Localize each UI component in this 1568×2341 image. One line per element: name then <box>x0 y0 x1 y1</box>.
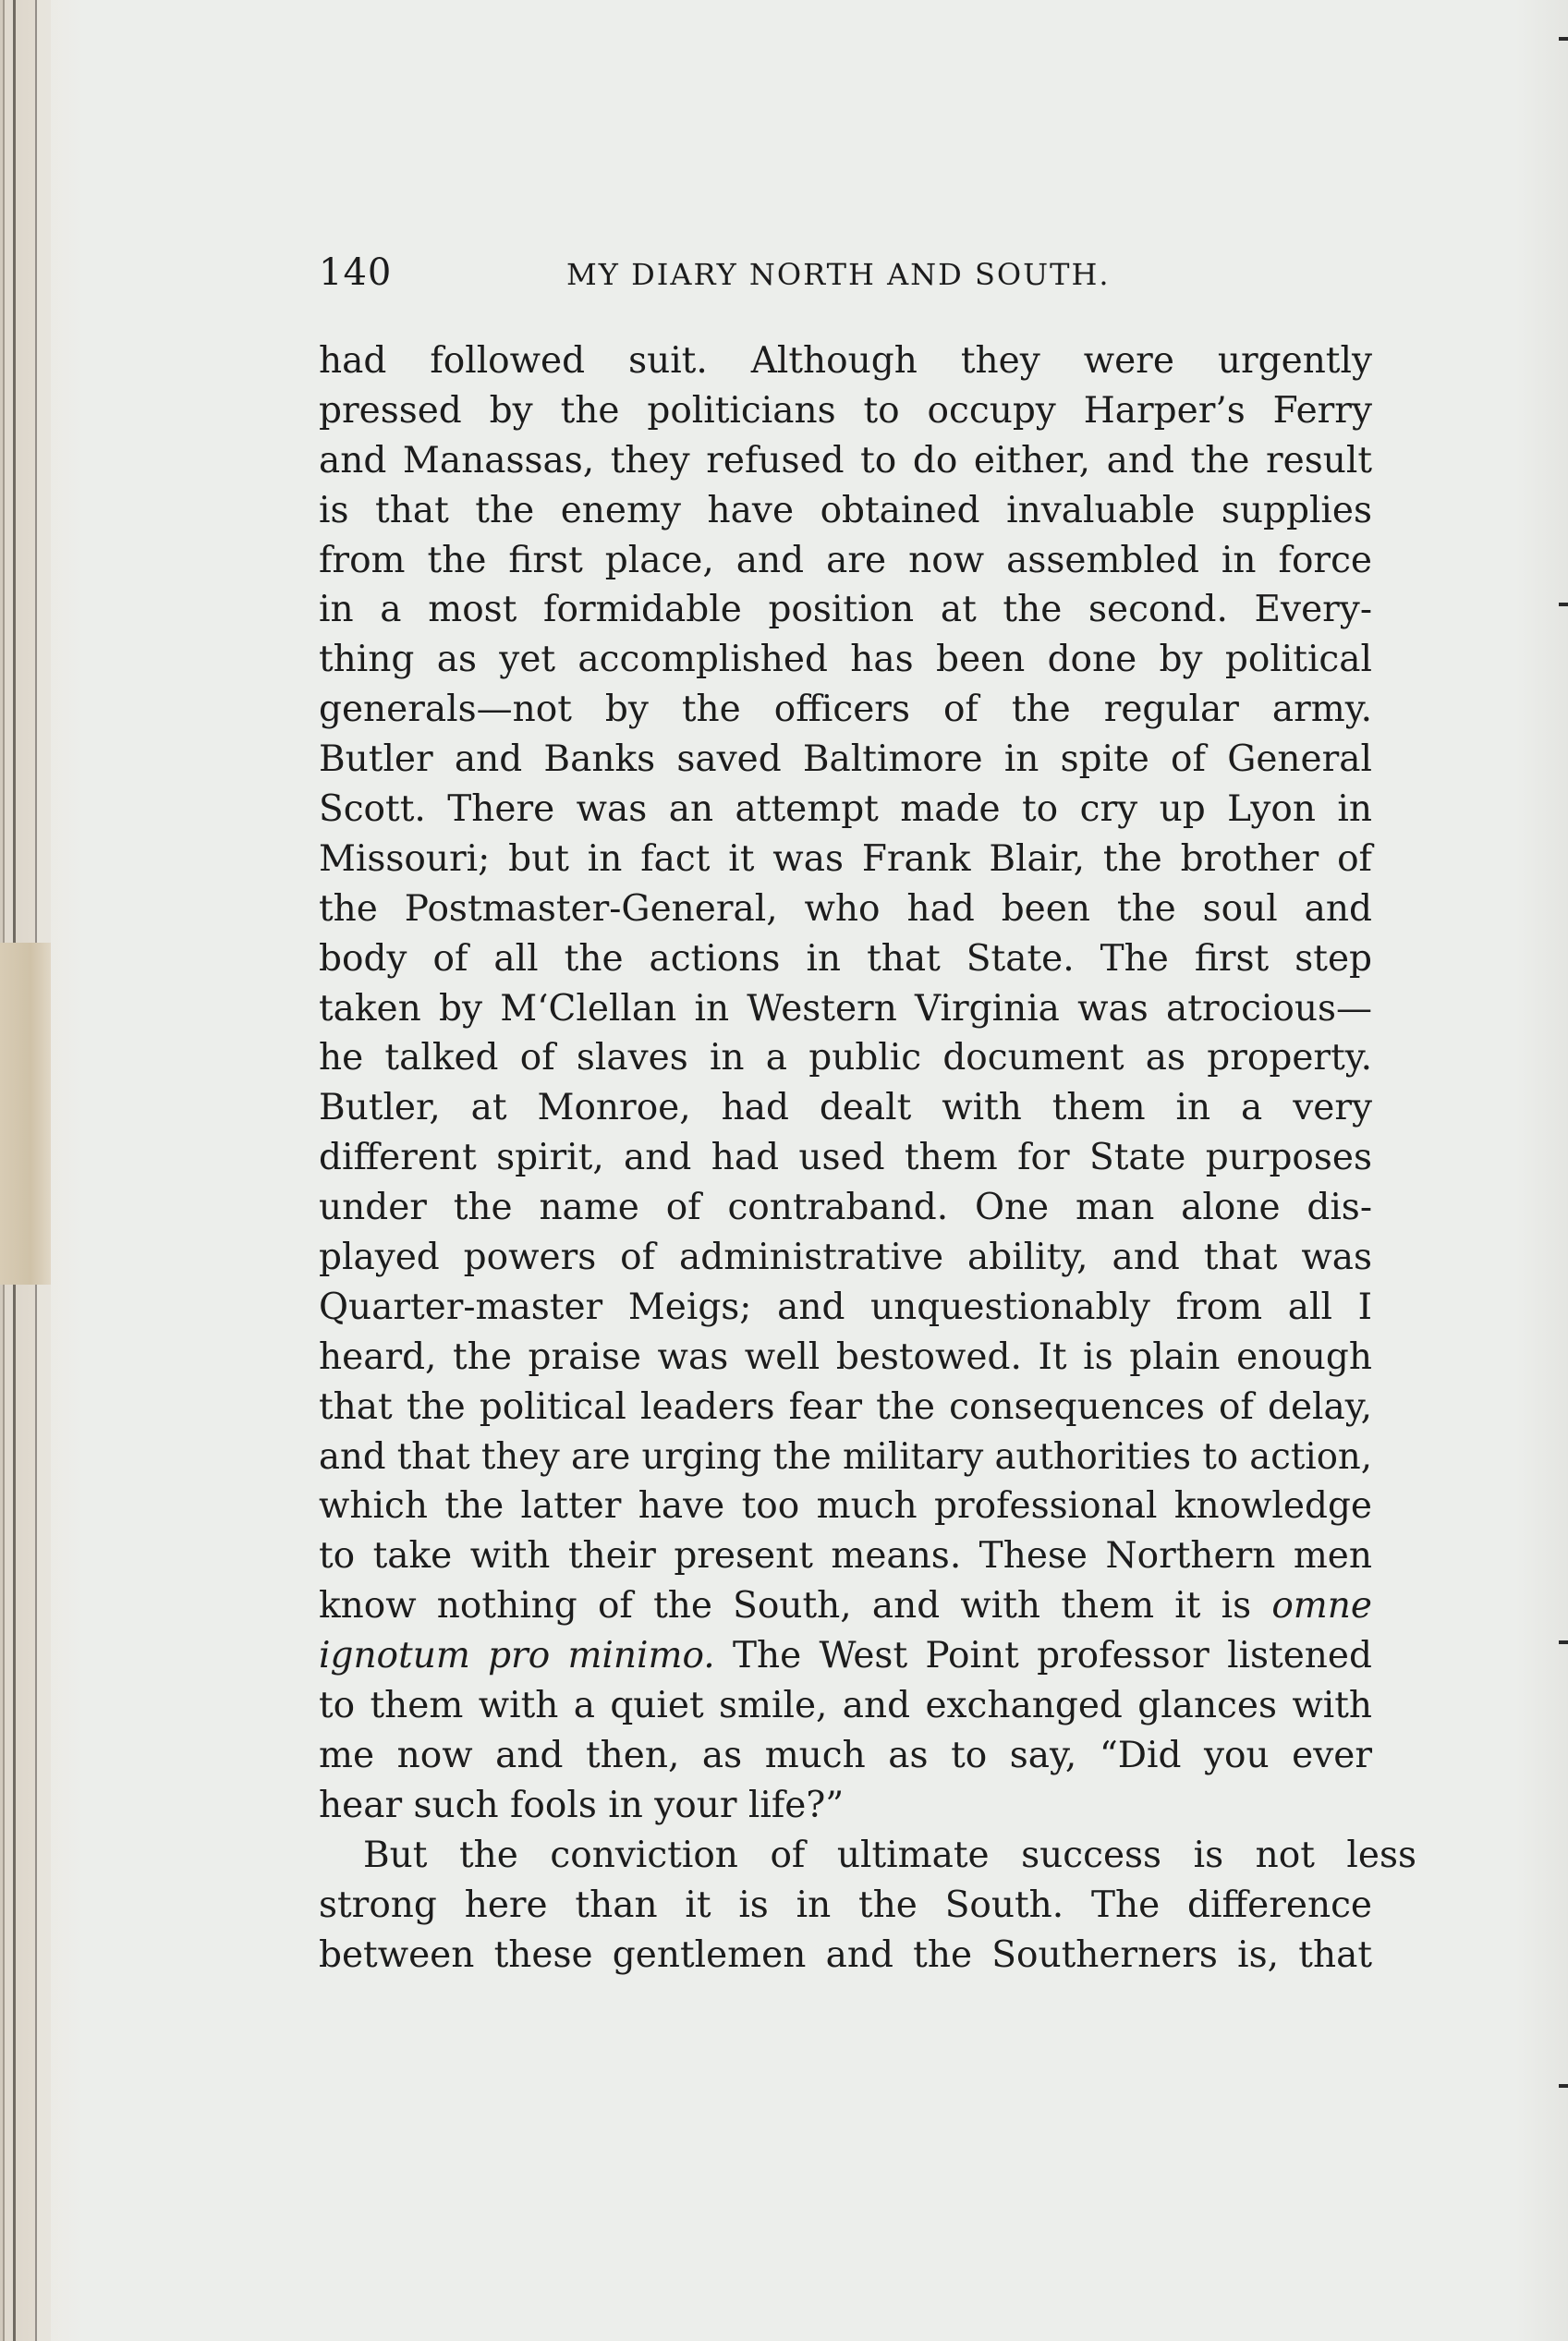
text-line: strong here than it is in the South. The difference <box>319 1884 1372 1926</box>
text-line: pressed by the politicians to occupy Harper’s Ferry <box>319 389 1372 432</box>
page-number: 140 <box>319 251 393 294</box>
text-line: me now and then, as much as to say, “Did you ever <box>319 1734 1372 1776</box>
text-line: which the latter have too much professional knowledge <box>319 1485 1372 1528</box>
text-line: had followed suit. Although they were urgently <box>319 340 1372 382</box>
binding-band <box>0 943 51 1285</box>
text-line: the Postmaster-General, who had been the soul and <box>319 887 1372 930</box>
text-line: thing as yet accomplished has been done by political <box>319 639 1372 681</box>
paragraph-end-line: hear such fools in your life?” <box>319 1784 845 1826</box>
text-line: Scott. There was an attempt made to cry up Lyon in <box>319 788 1372 831</box>
text-line: he talked of slaves in a public document as property. <box>319 1037 1372 1079</box>
italic-latin-phrase: ignotum pro minimo. <box>319 1635 715 1677</box>
text-line: Missouri; but in fact it was Frank Blair, the brother of <box>319 837 1372 880</box>
page-edge-mark <box>1559 603 1568 606</box>
page-edge-mark <box>1559 37 1568 41</box>
text-line: Quarter-master Meigs; and unquestionably from all I <box>319 1286 1372 1328</box>
text-line: that the political leaders fear the consequences of delay, <box>319 1385 1372 1428</box>
text-line: to them with a quiet smile, and exchanged glances with <box>319 1685 1372 1727</box>
text-line: from the first place, and are now assembled in force <box>319 539 1372 581</box>
text-line: taken by M‘Clellan in Western Virginia was atrocious— <box>319 987 1372 1030</box>
text-line: Butler, at Monroe, had dealt with them in a very <box>319 1087 1372 1129</box>
text-line: in a most formidable position at the second. Every- <box>319 589 1372 631</box>
page-edge-mark <box>1559 2084 1568 2088</box>
text-line-with-italic <box>319 1631 1372 1681</box>
text-line: under the name of contraband. One man alone dis- <box>319 1187 1372 1229</box>
body-text <box>319 336 1416 1980</box>
italic-latin-word: omne <box>1271 1585 1372 1628</box>
running-title: MY DIARY NORTH AND SOUTH. <box>566 257 1111 292</box>
paragraph-start-line: But the conviction of ultimate success is not less <box>363 1834 1416 1876</box>
text-line: Butler and Banks saved Baltimore in spite of General <box>319 738 1372 781</box>
text-line: and Manassas, they refused to do either, and the result <box>319 439 1372 482</box>
text-line: different spirit, and had used them for State purposes <box>319 1137 1372 1179</box>
page-edge-mark <box>1559 1640 1568 1644</box>
text-line: body of all the actions in that State. The first step <box>319 937 1372 980</box>
text-line: heard, the praise was well bestowed. It is plain enough <box>319 1335 1372 1378</box>
text-line-part: know nothing of the South, and with them it is <box>319 1585 1252 1628</box>
text-line: and that they are urging the military authorities to action, <box>319 1435 1373 1478</box>
text-line-part: The West Point professor listened <box>732 1635 1372 1677</box>
text-line: is that the enemy have obtained invaluable supplies <box>319 489 1372 531</box>
text-line: generals—not by the officers of the regular army. <box>319 689 1372 731</box>
text-line: between these gentlemen and the Southerners is, that <box>319 1933 1372 1976</box>
text-line-with-italic <box>319 1581 1372 1631</box>
text-line: played powers of administrative ability, and that was <box>319 1237 1372 1279</box>
page-header <box>319 250 1372 296</box>
text-line: to take with their present means. These Northern men <box>319 1535 1372 1578</box>
